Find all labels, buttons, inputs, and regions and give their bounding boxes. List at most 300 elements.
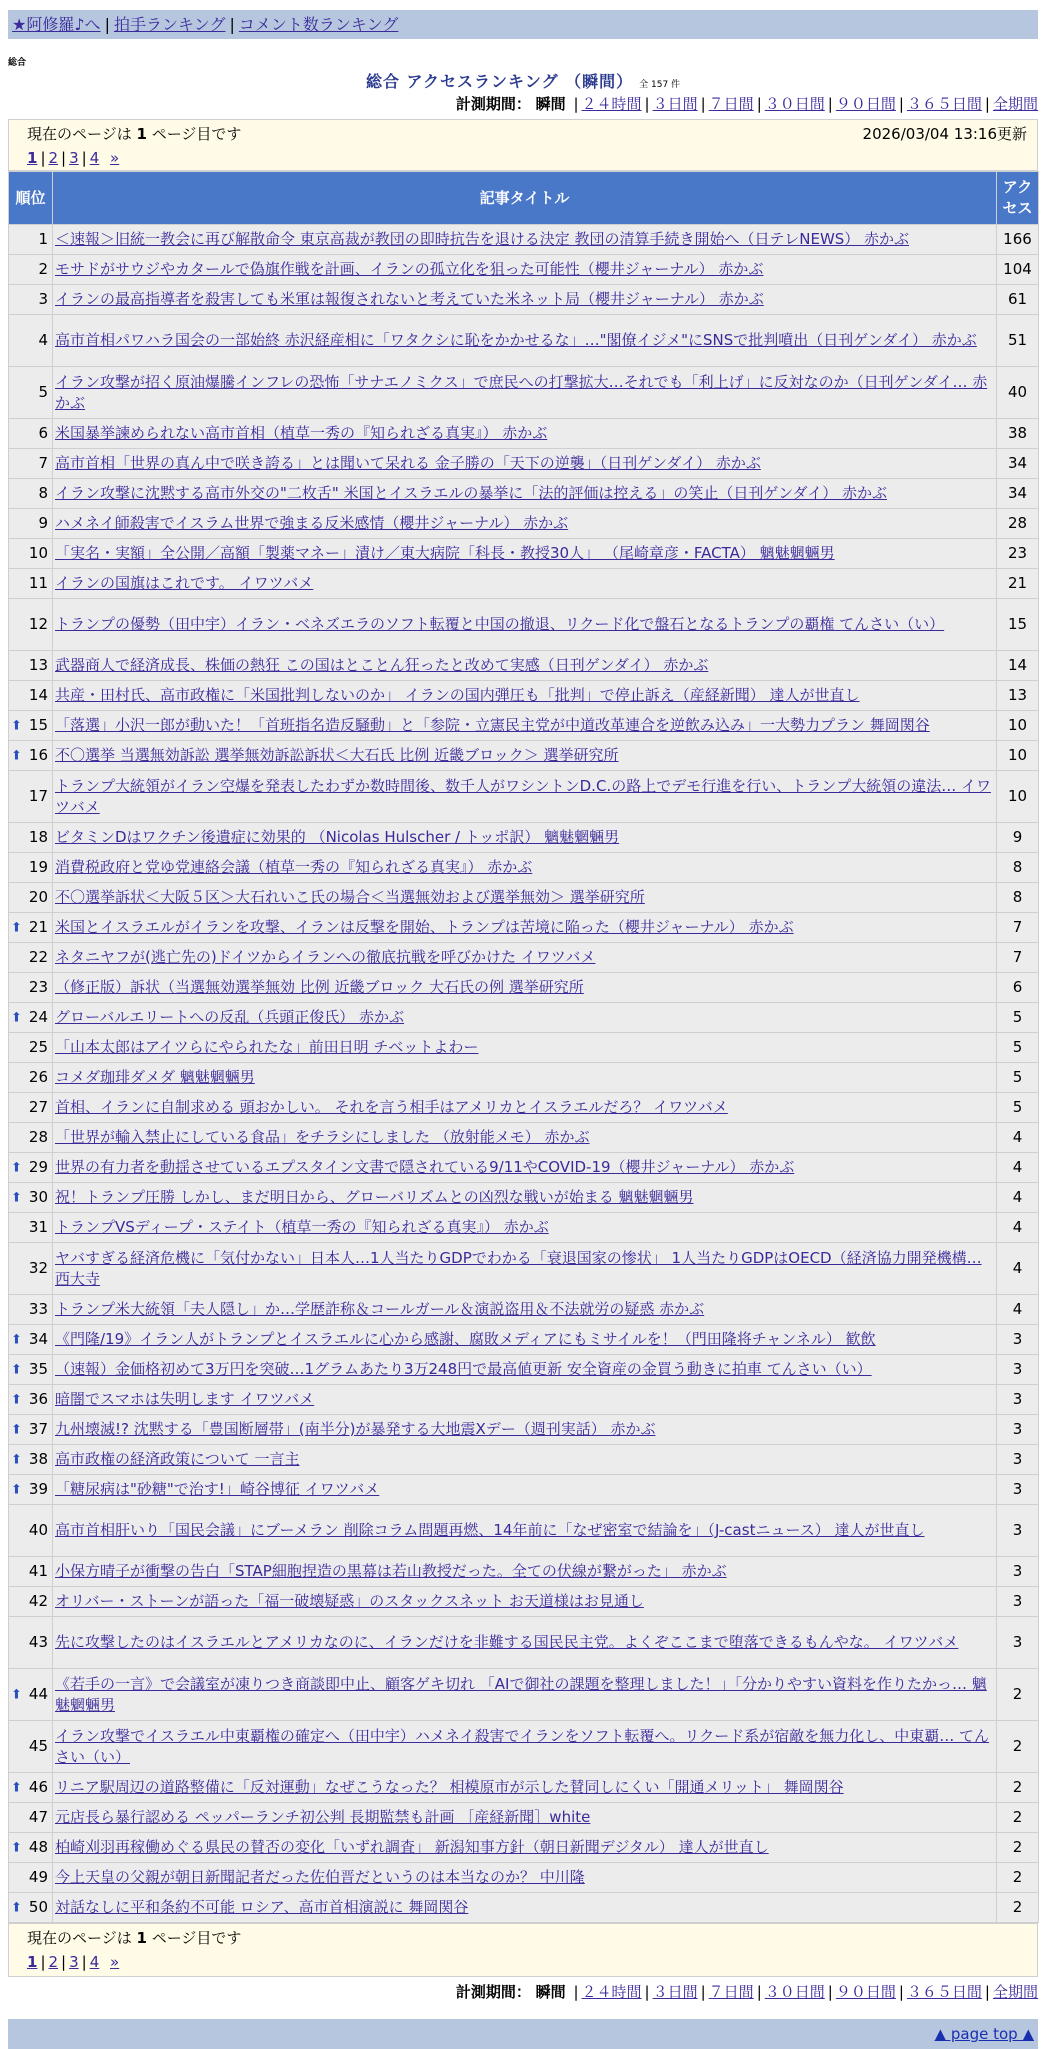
rank-cell	[9, 913, 53, 943]
rank-cell	[9, 711, 53, 741]
period-separator: |	[756, 95, 762, 113]
title-cell	[53, 973, 997, 1003]
table-row	[9, 1033, 1039, 1063]
total-count: 全 157 件	[639, 80, 681, 90]
article-link[interactable]: 共産・田村氏、高市政権に「米国批判しないのか」 イランの国内弾圧も「批判」で停止訴え（産経新聞） 達人が世直し	[55, 686, 860, 704]
title-cell	[53, 1385, 997, 1415]
rank-cell	[9, 367, 53, 419]
rank-number: 9	[38, 514, 48, 532]
rank-number: 40	[28, 1521, 48, 1539]
rank-number: 35	[28, 1360, 48, 1378]
access-count: 38	[997, 419, 1039, 449]
title-cell	[53, 599, 997, 651]
period-separator: |	[700, 95, 706, 113]
article-link[interactable]: ネタニヤフが(逃亡先の)ドイツからイランへの徹底抗戦を呼びかけた イワツバメ	[55, 948, 596, 966]
period-current: 瞬間	[535, 95, 566, 113]
title-cell	[53, 741, 997, 771]
article-link[interactable]: 「実名・実額」全公開／高額「製薬マネー」漬け／東大病院「科長・教授30人」 （尾崎章彦・FACTA） 魑魅魍魎男	[55, 544, 835, 562]
page-link-1[interactable]: 1	[27, 149, 38, 167]
title-cell	[53, 711, 997, 741]
access-count: 34	[997, 449, 1039, 479]
access-count: 4	[997, 1123, 1039, 1153]
rank-number: 16	[28, 746, 48, 764]
article-link[interactable]: イランの国旗はこれです。 イワツバメ	[55, 574, 314, 592]
period-separator: |	[827, 1983, 833, 2001]
period-link[interactable]: ３日間	[652, 1983, 698, 2001]
rank-cell	[9, 1033, 53, 1063]
article-link[interactable]: グローバルエリートへの反乱（兵頭正俊氏） 赤かぶ	[55, 1008, 405, 1026]
rank-number: 45	[28, 1737, 48, 1755]
table-row	[9, 913, 1039, 943]
rank-cell	[9, 1003, 53, 1033]
period-separator: |	[644, 1983, 650, 2001]
title-cell	[53, 1415, 997, 1445]
table-row	[9, 1475, 1039, 1505]
top-nav-bar	[8, 10, 1038, 39]
table-header-row	[9, 172, 1039, 225]
title-cell	[53, 225, 997, 255]
rank-number: 47	[28, 1808, 48, 1826]
title-cell	[53, 569, 997, 599]
title-cell	[53, 1213, 997, 1243]
rank-number: 5	[38, 383, 48, 401]
access-count: 3	[997, 1557, 1039, 1587]
home-link[interactable]: ★阿修羅♪へ	[12, 15, 101, 34]
article-link[interactable]: 米国とイスラエルがイランを攻撃、イランは反撃を開始、トランプは苦境に陥った（櫻井ジャーナル） 赤かぶ	[55, 918, 794, 936]
access-count: 3	[997, 1385, 1039, 1415]
rank-number: 24	[28, 1008, 48, 1026]
rank-cell	[9, 823, 53, 853]
rank-up-arrow-icon: ⬆	[11, 1160, 22, 1175]
rank-number: 4	[38, 331, 48, 349]
access-count: 4	[997, 1295, 1039, 1325]
table-row	[9, 1445, 1039, 1475]
access-count: 7	[997, 913, 1039, 943]
article-link[interactable]: トランプの優勢（田中宇）イラン・ベネズエラのソフト転覆と中国の撤退、リクード化で盤石となるトランプの覇権 てんさい（い）	[55, 615, 945, 633]
rank-cell	[9, 1505, 53, 1557]
pager-bottom	[8, 1923, 1038, 1977]
article-link[interactable]: 対話なしに平和条約不可能 ロシア、高市首相演説に 舞岡関谷	[55, 1898, 469, 1916]
rank-number: 20	[28, 888, 48, 906]
ranking-rows	[9, 225, 1039, 1923]
table-row	[9, 509, 1039, 539]
article-link[interactable]: 世界の有力者を動揺させているエプスタイン文書で隠されている9/11やCOVID-19（櫻井ジャーナル） 赤かぶ	[55, 1158, 795, 1176]
article-link[interactable]: 柏崎刈羽再稼働めぐる県民の賛否の変化「いずれ調査」 新潟知事方針（朝日新聞デジタル） 達人が世直し	[55, 1838, 769, 1856]
table-row	[9, 1803, 1039, 1833]
article-link[interactable]: イラン攻撃に沈黙する高市外交の"二枚舌" 米国とイスラエルの暴挙に「法的評価は控える」の笑止（日刊ゲンダイ） 赤かぶ	[55, 484, 887, 502]
period-selector-top	[8, 93, 1038, 115]
rank-number: 27	[28, 1098, 48, 1116]
period-separator: |	[573, 95, 579, 113]
rank-cell	[9, 1587, 53, 1617]
current-page-info: 現在のページは 1 ページ目です	[27, 125, 242, 143]
table-row	[9, 1003, 1039, 1033]
access-count: 9	[997, 823, 1039, 853]
access-count: 4	[997, 1153, 1039, 1183]
rank-cell	[9, 1355, 53, 1385]
access-count: 4	[997, 1243, 1039, 1295]
footer-bar	[8, 2019, 1038, 2049]
rank-number: 15	[28, 716, 48, 734]
rank-number: 34	[28, 1330, 48, 1348]
access-count: 21	[997, 569, 1039, 599]
rank-number: 26	[28, 1068, 48, 1086]
article-link[interactable]: 小保方晴子が衝撃の告白「STAP細胞捏造の黒幕は若山教授だった。全ての伏線が繋がった」 赤かぶ	[55, 1562, 727, 1580]
title-cell	[53, 1587, 997, 1617]
title-cell	[53, 913, 997, 943]
rank-cell	[9, 1213, 53, 1243]
next-page-link[interactable]: »	[110, 1953, 120, 1971]
period-link[interactable]: 全期間	[992, 95, 1038, 113]
rank-number: 7	[38, 454, 48, 472]
table-row	[9, 1063, 1039, 1093]
rank-cell	[9, 1415, 53, 1445]
rank-cell	[9, 285, 53, 315]
title-row	[8, 71, 1038, 93]
title-cell	[53, 419, 997, 449]
rank-up-arrow-icon: ⬆	[11, 1392, 22, 1407]
col-title-header: 記事タイトル	[53, 172, 997, 225]
table-row	[9, 539, 1039, 569]
article-link[interactable]: 「世界が輸入禁止にしている食品」をチラシにしました （放射能メモ） 赤かぶ	[55, 1128, 590, 1146]
rank-number: 25	[28, 1038, 48, 1056]
rank-cell	[9, 943, 53, 973]
rank-number: 48	[28, 1838, 48, 1856]
access-count: 3	[997, 1415, 1039, 1445]
table-row	[9, 1833, 1039, 1863]
article-link[interactable]: 高市首相「世界の真ん中で咲き誇る」とは聞いて呆れる 金子勝の「天下の逆襲」（日刊ゲンダイ） 赤かぶ	[55, 454, 761, 472]
page-link-4[interactable]: 4	[89, 1953, 100, 1971]
article-link[interactable]: 九州壊滅!? 沈黙する「豊国断層帯」(南半分)が暴発する大地震Xデー（週刊実話） 赤かぶ	[55, 1420, 656, 1438]
article-link[interactable]: 武器商人で経済成長、株価の熱狂 この国はとことん狂ったと改めて実感（日刊ゲンダイ） 赤かぶ	[55, 656, 709, 674]
rank-cell	[9, 771, 53, 823]
article-link[interactable]: 暗闇でスマホは失明します イワツバメ	[55, 1390, 315, 1408]
article-link[interactable]: ヤバすぎる経済危機に「気付かない」日本人…1人当たりGDPでわかる「衰退国家の惨状」 1人当たりGDPはOECD（経済協力開発機構… 西大寺	[55, 1248, 982, 1288]
access-count: 34	[997, 479, 1039, 509]
article-link[interactable]: （修正版）訴状（当選無効選挙無効 比例 近畿ブロック 大石氏の例 選挙研究所	[55, 978, 584, 996]
access-count: 3	[997, 1325, 1039, 1355]
table-row	[9, 1295, 1039, 1325]
table-row	[9, 651, 1039, 681]
access-count: 3	[997, 1505, 1039, 1557]
col-access-header: アクセス	[997, 172, 1039, 225]
title-cell	[53, 1063, 997, 1093]
rank-number: 31	[28, 1218, 48, 1236]
table-row	[9, 1863, 1039, 1893]
page-top-link[interactable]: ▲ page top ▲	[934, 2025, 1034, 2043]
article-link[interactable]: 「糖尿病は"砂糖"で治す!」崎谷博征 イワツバメ	[55, 1480, 380, 1498]
article-link[interactable]: 今上天皇の父親が朝日新聞記者だった佐伯晋だというのは本当なのか？ 中川隆	[55, 1868, 585, 1886]
access-count: 2	[997, 1803, 1039, 1833]
article-link[interactable]: コメダ珈琲ダメダ 魑魅魍魎男	[55, 1068, 255, 1086]
title-cell	[53, 285, 997, 315]
access-count: 2	[997, 1773, 1039, 1803]
rank-number: 36	[28, 1390, 48, 1408]
access-count: 3	[997, 1355, 1039, 1385]
table-row	[9, 1587, 1039, 1617]
rank-cell	[9, 419, 53, 449]
article-link[interactable]: 不〇選挙 当選無効訴訟 選挙無効訴訟訴状＜大石氏 比例 近畿ブロック＞ 選挙研究所	[55, 746, 619, 764]
article-link[interactable]: （速報）金価格初めて3万円を突破…1グラムあたり3万248円で最高値更新 安全資産の金買う動きに拍車 てんさい（い）	[55, 1360, 872, 1378]
period-separator: |	[700, 1983, 706, 2001]
article-link[interactable]: リニア駅周辺の道路整備に「反対運動」なぜこうなった？ 相模原市が示した賛同しにくい「開通メリット」 舞岡関谷	[55, 1778, 844, 1796]
access-count: 5	[997, 1093, 1039, 1123]
access-count: 10	[997, 771, 1039, 823]
access-count: 3	[997, 1475, 1039, 1505]
rank-cell	[9, 225, 53, 255]
page-links	[27, 1950, 1027, 1974]
article-link[interactable]: 《若手の一言》で会議室が凍りつき商談即中止、顧客ゲキ切れ 「AIで御社の課題を整理しました！」「分かりやすい資料を作りたかっ… 魑魅魍魎男	[55, 1674, 987, 1714]
access-count: 10	[997, 711, 1039, 741]
period-link[interactable]: ３０日間	[764, 95, 825, 113]
rank-cell	[9, 741, 53, 771]
period-link[interactable]: ７日間	[708, 95, 754, 113]
period-link[interactable]: ９０日間	[835, 95, 896, 113]
period-link[interactable]: ３６５日間	[906, 95, 982, 113]
title-cell	[53, 1033, 997, 1063]
page-separator: |	[61, 149, 67, 167]
period-link[interactable]: ３６５日間	[906, 1983, 982, 2001]
rank-number: 22	[28, 948, 48, 966]
table-row	[9, 711, 1039, 741]
article-link[interactable]: 消費税政府と党ゆ党連絡会議（植草一秀の『知られざる真実』） 赤かぶ	[55, 858, 533, 876]
rank-cell	[9, 509, 53, 539]
table-row	[9, 225, 1039, 255]
table-row	[9, 1773, 1039, 1803]
access-count: 2	[997, 1833, 1039, 1863]
article-link[interactable]: トランプ米大統領「夫人隠し」か…学歴詐称＆コールガール＆演説盗用＆不法就労の疑惑 赤かぶ	[55, 1300, 705, 1318]
col-rank-header: 順位	[9, 172, 53, 225]
page-link-3[interactable]: 3	[69, 149, 79, 167]
access-count: 28	[997, 509, 1039, 539]
title-cell	[53, 1355, 997, 1385]
title-cell	[53, 1445, 997, 1475]
rank-cell	[9, 569, 53, 599]
page-link-2[interactable]: 2	[48, 1953, 59, 1971]
article-link[interactable]: 祝！トランプ圧勝 しかし、まだ明日から、グローバリズムとの凶烈な戦いが始まる 魑魅魍魎男	[55, 1188, 694, 1206]
period-label: 計測期間：	[455, 1983, 531, 2001]
article-link[interactable]: 高市首相肝いり「国民会議」にブーメラン 削除コラム問題再燃、14年前に「なぜ密室で結論を」（J-castニュース） 達人が世直し	[55, 1521, 925, 1539]
period-link[interactable]: ７日間	[708, 1983, 754, 2001]
rank-up-arrow-icon: ⬆	[11, 1840, 22, 1855]
access-count: 14	[997, 651, 1039, 681]
period-separator: |	[984, 95, 990, 113]
article-link[interactable]: モサドがサウジやカタールで偽旗作戦を計画、イランの孤立化を狙った可能性（櫻井ジャーナル） 赤かぶ	[55, 260, 764, 278]
rank-number: 42	[28, 1592, 48, 1610]
table-row	[9, 1385, 1039, 1415]
rank-cell	[9, 1325, 53, 1355]
nav-separator: |	[104, 15, 110, 34]
rank-number: 37	[28, 1420, 48, 1438]
table-row	[9, 1893, 1039, 1923]
article-link[interactable]: イランの最高指導者を殺害しても米軍は報復されないと考えていた米ネット局（櫻井ジャーナル） 赤かぶ	[55, 290, 764, 308]
rank-number: 49	[28, 1868, 48, 1886]
period-separator: |	[827, 95, 833, 113]
rank-up-arrow-icon: ⬆	[11, 1362, 22, 1377]
article-link[interactable]: ＜速報＞旧統一教会に再び解散命令 東京高裁が教団の即時抗告を退ける決定 教団の清算手続き開始へ（日テレNEWS） 赤かぶ	[55, 230, 910, 248]
article-link[interactable]: 《門隆/19》イラン人がトランプとイスラエルに心から感謝、腐敗メディアにもミサイルを！（門田隆将チャンネル） 歓飲	[55, 1330, 876, 1348]
rank-cell	[9, 1617, 53, 1669]
rank-cell	[9, 1385, 53, 1415]
rank-up-arrow-icon: ⬆	[11, 1010, 22, 1025]
table-row	[9, 1123, 1039, 1153]
rank-cell	[9, 1093, 53, 1123]
page-separator: |	[40, 1953, 46, 1971]
rank-number: 12	[28, 615, 48, 633]
table-row	[9, 285, 1039, 315]
table-row	[9, 1153, 1039, 1183]
title-cell	[53, 1863, 997, 1893]
rank-cell	[9, 1833, 53, 1863]
next-page-link[interactable]: »	[110, 149, 120, 167]
rank-number: 8	[38, 484, 48, 502]
period-link[interactable]: ２４時間	[581, 95, 642, 113]
rank-up-arrow-icon: ⬆	[11, 718, 22, 733]
rank-cell	[9, 539, 53, 569]
rank-up-arrow-icon: ⬆	[11, 1332, 22, 1347]
article-link[interactable]: 高市首相パワハラ国会の一部始終 赤沢経産相に「ワタクシに恥をかかせるな」…"閣僚イジメ"にSNSで批判噴出（日刊ゲンダイ） 赤かぶ	[55, 331, 977, 349]
title-cell	[53, 1243, 997, 1295]
article-link[interactable]: 「落選」小沢一郎が動いた！「首班指名造反騒動」と「参院・立憲民主党が中道改革連合を逆飲み込み」一大勢力プラン 舞岡関谷	[55, 716, 930, 734]
rank-number: 21	[28, 918, 48, 936]
title-cell	[53, 1617, 997, 1669]
access-count: 3	[997, 1617, 1039, 1669]
rank-number: 44	[28, 1685, 48, 1703]
period-separator: |	[984, 1983, 990, 2001]
rank-cell	[9, 1475, 53, 1505]
page-link-3[interactable]: 3	[69, 1953, 79, 1971]
table-row	[9, 1557, 1039, 1587]
ranking-table	[8, 171, 1039, 1923]
rank-cell	[9, 651, 53, 681]
access-count: 2	[997, 1721, 1039, 1773]
rank-up-arrow-icon: ⬆	[11, 1422, 22, 1437]
table-row	[9, 741, 1039, 771]
title-cell	[53, 367, 997, 419]
access-count: 104	[997, 255, 1039, 285]
access-count: 23	[997, 539, 1039, 569]
pager-top	[8, 119, 1038, 171]
article-link[interactable]: トランプ大統領がイラン空爆を発表したわずか数時間後、数千人がワシントンD.C.の路上でデモ行進を行い、トランプ大統領の違法… イワツバメ	[55, 776, 991, 816]
rank-cell	[9, 1557, 53, 1587]
rank-up-arrow-icon: ⬆	[11, 920, 22, 935]
rank-cell	[9, 1153, 53, 1183]
article-link[interactable]: 高市政権の経済政策について 一言主	[55, 1450, 300, 1468]
article-link[interactable]: イラン攻撃でイスラエル中東覇権の確定へ（田中宇）ハメネイ殺害でイランをソフト転覆へ。リクード系が宿敵を無力化し、中東覇… てんさい（い）	[55, 1726, 990, 1766]
article-link[interactable]: ハメネイ師殺害でイスラム世界で強まる反米感情（櫻井ジャーナル） 赤かぶ	[55, 514, 569, 532]
access-count: 4	[997, 1213, 1039, 1243]
rank-number: 28	[28, 1128, 48, 1146]
period-link[interactable]: ３０日間	[764, 1983, 825, 2001]
rank-cell	[9, 1721, 53, 1773]
period-separator: |	[756, 1983, 762, 2001]
rank-number: 13	[28, 656, 48, 674]
title-cell	[53, 651, 997, 681]
title-cell	[53, 1893, 997, 1923]
page-separator	[102, 1953, 107, 1971]
period-links	[570, 1983, 1038, 2001]
period-label: 計測期間：	[455, 95, 531, 113]
article-link[interactable]: 不〇選挙訴状＜大阪５区＞大石れいこ氏の場合＜当選無効および選挙無効＞ 選挙研究所	[55, 888, 645, 906]
rank-cell	[9, 315, 53, 367]
period-link[interactable]: 全期間	[992, 1983, 1038, 2001]
table-row	[9, 479, 1039, 509]
rank-cell	[9, 1773, 53, 1803]
rank-number: 14	[28, 686, 48, 704]
title-cell	[53, 1803, 997, 1833]
period-separator: |	[644, 95, 650, 113]
title-cell	[53, 1183, 997, 1213]
page-link-1[interactable]: 1	[27, 1953, 38, 1971]
rank-up-arrow-icon: ⬆	[11, 748, 22, 763]
rank-cell	[9, 681, 53, 711]
access-count: 13	[997, 681, 1039, 711]
article-link[interactable]: オリバー・ストーンが語った「福一破壊疑惑」のスタックスネット お天道様はお見通し	[55, 1592, 644, 1610]
article-link[interactable]: ビタミンDはワクチン後遺症に効果的 （Nicolas Hulscher / トッポ訳） 魑魅魍魎男	[55, 828, 620, 846]
access-count: 2	[997, 1893, 1039, 1923]
article-link[interactable]: イラン攻撃が招く原油爆騰インフレの恐怖「サナエノミクス」で庶民への打撃拡大…それでも「利上げ」に反対なのか（日刊ゲンダイ… 赤かぶ	[55, 372, 988, 412]
title-cell	[53, 1669, 997, 1721]
article-link[interactable]: 米国暴挙諫められない高市首相（植草一秀の『知られざる真実』） 赤かぶ	[55, 424, 548, 442]
updated-timestamp: 2026/03/04 13:16更新	[862, 125, 1027, 143]
table-row	[9, 367, 1039, 419]
rank-number: 23	[28, 978, 48, 996]
rank-cell	[9, 1893, 53, 1923]
rank-number: 19	[28, 858, 48, 876]
title-cell	[53, 1721, 997, 1773]
access-count: 5	[997, 1063, 1039, 1093]
access-count: 3	[997, 1587, 1039, 1617]
rank-cell	[9, 449, 53, 479]
nav-separator: |	[229, 15, 235, 34]
article-link[interactable]: 「山本太郎はアイツらにやられたな」前田日明 チベットよわー	[55, 1038, 479, 1056]
page-link-2[interactable]: 2	[48, 149, 59, 167]
access-count: 40	[997, 367, 1039, 419]
rank-number: 30	[28, 1188, 48, 1206]
rank-cell	[9, 883, 53, 913]
article-link[interactable]: 先に攻撃したのはイスラエルとアメリカなのに、イランだけを非難する国民民主党。よくぞここまで堕落できるもんやな。 イワツバメ	[55, 1633, 959, 1651]
rank-cell	[9, 1803, 53, 1833]
rank-cell	[9, 1243, 53, 1295]
title-cell	[53, 1153, 997, 1183]
title-cell	[53, 681, 997, 711]
period-link[interactable]: ２４時間	[581, 1983, 642, 2001]
page-separator: |	[61, 1953, 67, 1971]
title-cell	[53, 1093, 997, 1123]
rank-number: 29	[28, 1158, 48, 1176]
table-row	[9, 823, 1039, 853]
table-row	[9, 1505, 1039, 1557]
clap-ranking-link[interactable]: 拍手ランキング	[113, 15, 226, 34]
table-row	[9, 1093, 1039, 1123]
page-separator: |	[81, 1953, 87, 1971]
article-link[interactable]: 首相、イランに自制求める 頭おかしい。 それを言う相手はアメリカとイスラエルだろ？ イワツバメ	[55, 1098, 728, 1116]
page-link-4[interactable]: 4	[89, 149, 100, 167]
page-links	[27, 146, 1027, 170]
table-row	[9, 943, 1039, 973]
period-link[interactable]: ９０日間	[835, 1983, 896, 2001]
rank-cell	[9, 1063, 53, 1093]
title-cell	[53, 823, 997, 853]
article-link[interactable]: トランプVSディープ・ステイト（植草一秀の『知られざる真実』） 赤かぶ	[55, 1218, 549, 1236]
access-count: 8	[997, 853, 1039, 883]
title-cell	[53, 1505, 997, 1557]
comment-ranking-link[interactable]: コメント数ランキング	[238, 15, 399, 34]
period-link[interactable]: ３日間	[652, 95, 698, 113]
rank-number: 1	[38, 230, 48, 248]
article-link[interactable]: 元店長ら暴行認める ペッパーランチ初公判 長期監禁も計画 ［産経新聞］white	[55, 1808, 591, 1826]
rank-up-arrow-icon: ⬆	[11, 1482, 22, 1497]
